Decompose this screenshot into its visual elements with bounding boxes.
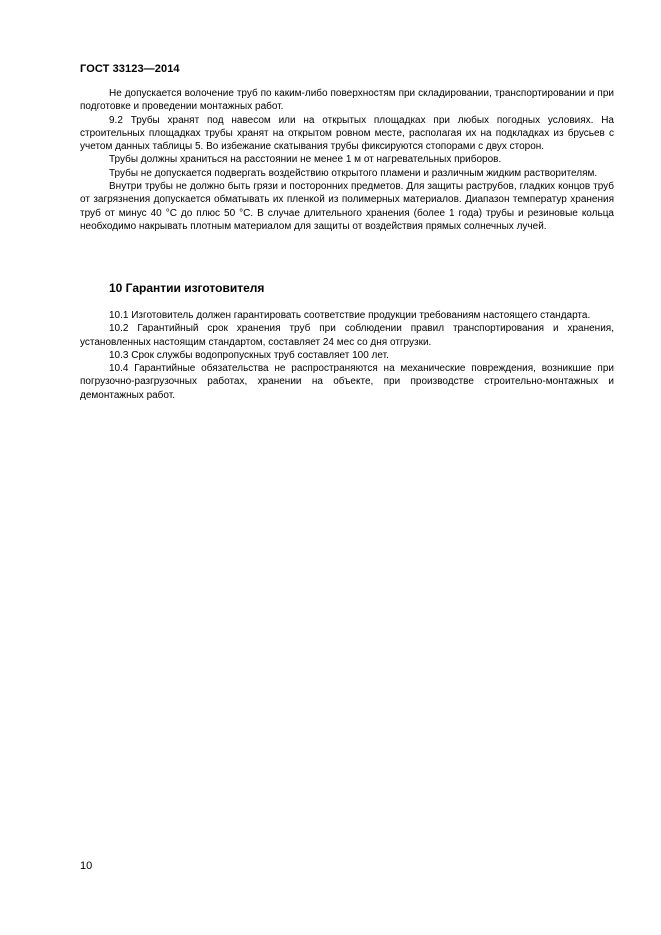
paragraph-no-dragging: Не допускается волочение труб по каким-либо поверхностям при складировании, транспортировании и при подготовке и проведении монтажных работ.	[80, 88, 614, 113]
paragraph-cleanliness-temperature: Внутри трубы не должно быть грязи и посторонних предметов. Для защиты раструбов, гладких концов труб от загрязнения допускается обматывать их пленкой из полимерных материалов. Диапазон температур хранения труб от минус 40 °С до плюс 50 °С. В случае длительного хранения (более 1 года) трубы и резиновые кольца необходимо накрывать плотным материалом для защиты от воздействия прямых солнечных лучей.	[80, 181, 614, 232]
section-10-body	[80, 309, 614, 402]
document-header: ГОСТ 33123—2014	[80, 63, 180, 75]
paragraph-10-3: 10.3 Срок службы водопропускных труб составляет 100 лет.	[109, 349, 389, 361]
paragraph-flame-solvents: Трубы не допускается подвергать воздействию открытого пламени и различным жидким растворителям.	[109, 167, 598, 179]
paragraph-9-2-storage: 9.2 Трубы хранят под навесом или на открытых площадках при любых погодных условиях. На строительных площадках трубы хранят на открытом ровном месте, располагая их на подкладках из брусьев с учетом данных таблицы 5. Во избежание скатывания трубы фиксируются стопорами с двух сторон.	[80, 114, 614, 153]
section-10-title: 10 Гарантии изготовителя	[109, 281, 265, 295]
paragraph-heater-distance: Трубы должны храниться на расстоянии не менее 1 м от нагревательных приборов.	[109, 154, 502, 166]
paragraph-10-2: 10.2 Гарантийный срок хранения труб при соблюдении правил транспортирования и хранения, установленных настоящим стандартом, составляет 24 мес со дня отгрузки.	[80, 323, 614, 348]
section-9-continued	[80, 87, 614, 233]
paragraph-10-4: 10.4 Гарантийные обязательства не распространяются на механические повреждения, возникшие при погрузочно-разгрузочных работах, хранении на объекте, при производстве строительно-монтажных и демонтажных работ.	[80, 363, 614, 401]
page-number: 10	[80, 860, 93, 872]
paragraph-10-1: 10.1 Изготовитель должен гарантировать соответствие продукции требованиям настоящего стандарта.	[109, 310, 591, 321]
